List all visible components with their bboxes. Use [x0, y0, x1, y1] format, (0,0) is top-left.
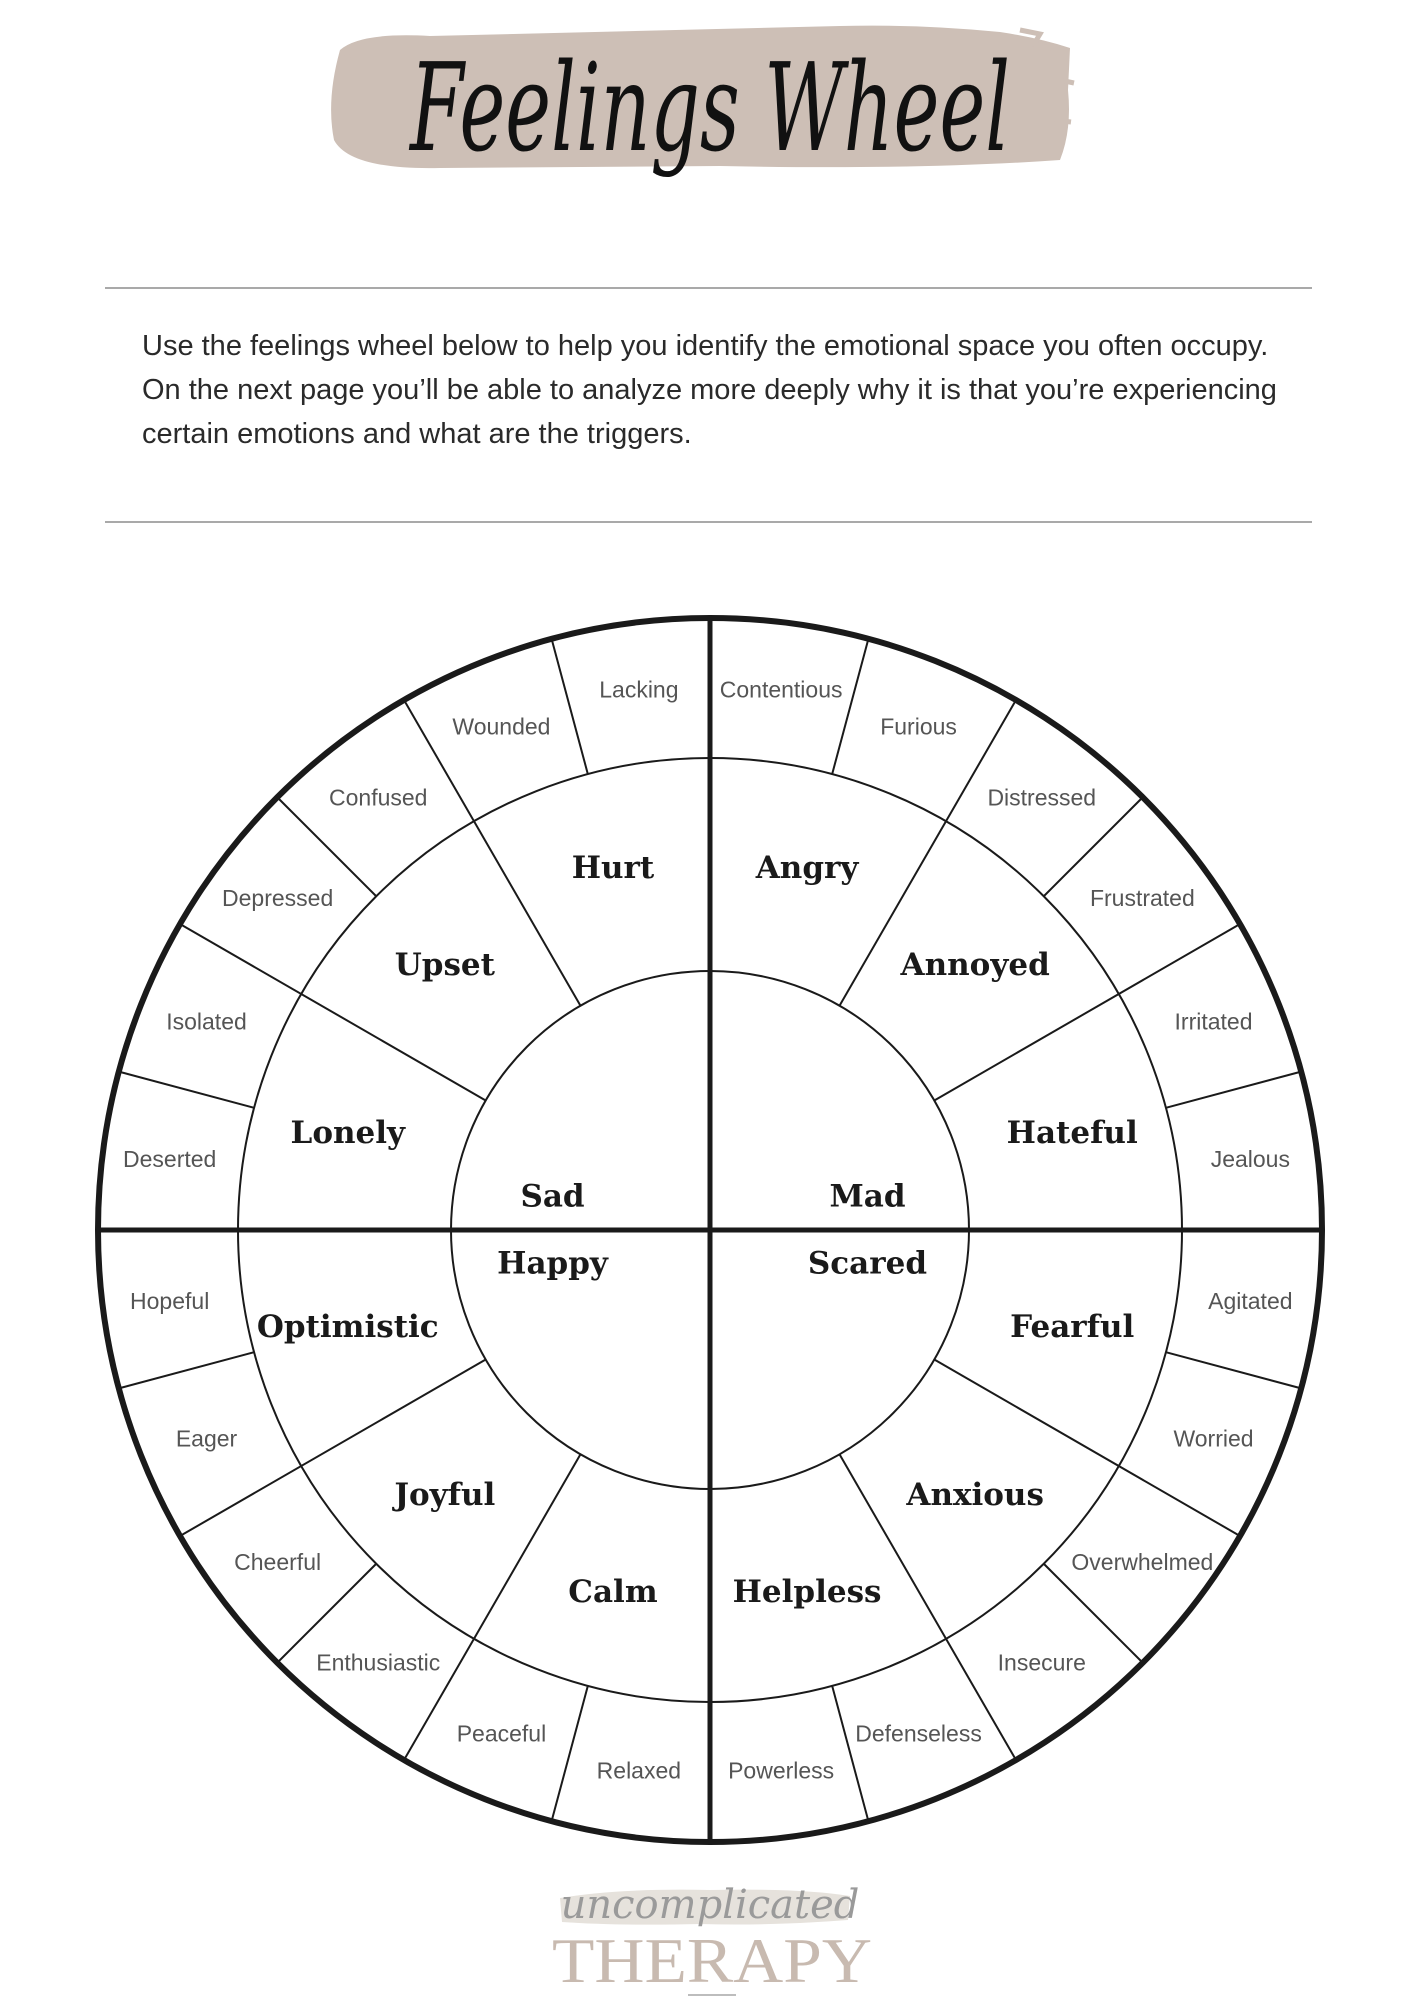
feelings-wheel	[90, 610, 1330, 1850]
page-title: Feelings Wheel	[408, 37, 1010, 179]
wheel-outer-divider	[832, 639, 868, 774]
top-divider	[105, 287, 1312, 289]
outer-defenseless: Defenseless	[855, 1720, 982, 1747]
wheel-outer-divider	[1044, 797, 1143, 896]
middle-hurt: Hurt	[571, 849, 655, 886]
outer-overwhelmed: Overwhelmed	[1071, 1548, 1214, 1575]
brand-logo	[520, 1860, 900, 2000]
outer-distressed: Distressed	[987, 784, 1097, 811]
outer-isolated: Isolated	[166, 1008, 247, 1035]
core-sad: Sad	[520, 1178, 585, 1215]
wheel-outer-divider	[1166, 1072, 1301, 1108]
outer-frustrated: Frustrated	[1089, 885, 1195, 912]
wheel-outer-divider	[552, 1686, 588, 1821]
middle-angry: Angry	[755, 849, 859, 886]
outer-deserted: Deserted	[122, 1145, 217, 1172]
outer-lacking: Lacking	[599, 676, 679, 703]
outer-worried: Worried	[1173, 1425, 1254, 1452]
logo-wordmark: THERAPY	[552, 1925, 872, 1996]
wheel-outer-divider	[1044, 1564, 1143, 1663]
core-scared: Scared	[807, 1245, 928, 1282]
middle-helpless: Helpless	[732, 1574, 882, 1611]
outer-furious: Furious	[880, 713, 957, 740]
wheel-outer-divider	[832, 1686, 868, 1821]
outer-agitated: Agitated	[1208, 1288, 1293, 1315]
middle-annoyed: Annoyed	[900, 946, 1050, 983]
middle-fearful: Fearful	[1010, 1309, 1135, 1346]
outer-jealous: Jealous	[1210, 1145, 1290, 1172]
core-happy: Happy	[497, 1245, 608, 1282]
outer-eager: Eager	[175, 1425, 238, 1452]
bottom-divider	[105, 521, 1312, 523]
outer-confused: Confused	[328, 784, 428, 811]
outer-wounded: Wounded	[452, 713, 551, 740]
wheel-outer-divider	[1166, 1352, 1301, 1388]
outer-insecure: Insecure	[997, 1649, 1086, 1676]
intro-text: Use the feelings wheel below to help you identify the emotional space you often occupy. On the next page you’ll be able to analyze more deeply why it is that you’re experiencing certain emotions and what are the triggers.	[142, 330, 1277, 450]
middle-anxious: Anxious	[906, 1477, 1044, 1514]
middle-hateful: Hateful	[1006, 1114, 1138, 1151]
wheel-outer-divider	[119, 1352, 254, 1388]
outer-relaxed: Relaxed	[596, 1757, 682, 1784]
middle-optimistic: Optimistic	[256, 1309, 439, 1346]
outer-powerless: Powerless	[728, 1757, 835, 1784]
middle-calm: Calm	[568, 1574, 658, 1611]
core-mad: Mad	[829, 1178, 906, 1215]
middle-lonely: Lonely	[290, 1114, 406, 1151]
outer-hopeful: Hopeful	[130, 1288, 210, 1315]
middle-joyful: Joyful	[394, 1477, 496, 1514]
outer-irritated: Irritated	[1174, 1008, 1253, 1035]
outer-depressed: Depressed	[222, 885, 334, 912]
wheel-outer-divider	[277, 1564, 376, 1663]
middle-upset: Upset	[394, 946, 495, 983]
wheel-outer-divider	[552, 639, 588, 774]
outer-peaceful: Peaceful	[456, 1720, 547, 1747]
logo-script: uncomplicated	[560, 1882, 860, 1928]
title-block	[320, 10, 1100, 220]
outer-enthusiastic: Enthusiastic	[316, 1649, 441, 1676]
outer-contentious: Contentious	[719, 676, 843, 703]
wheel-outer-divider	[119, 1072, 254, 1108]
outer-cheerful: Cheerful	[234, 1548, 322, 1575]
wheel-outer-divider	[277, 797, 376, 896]
